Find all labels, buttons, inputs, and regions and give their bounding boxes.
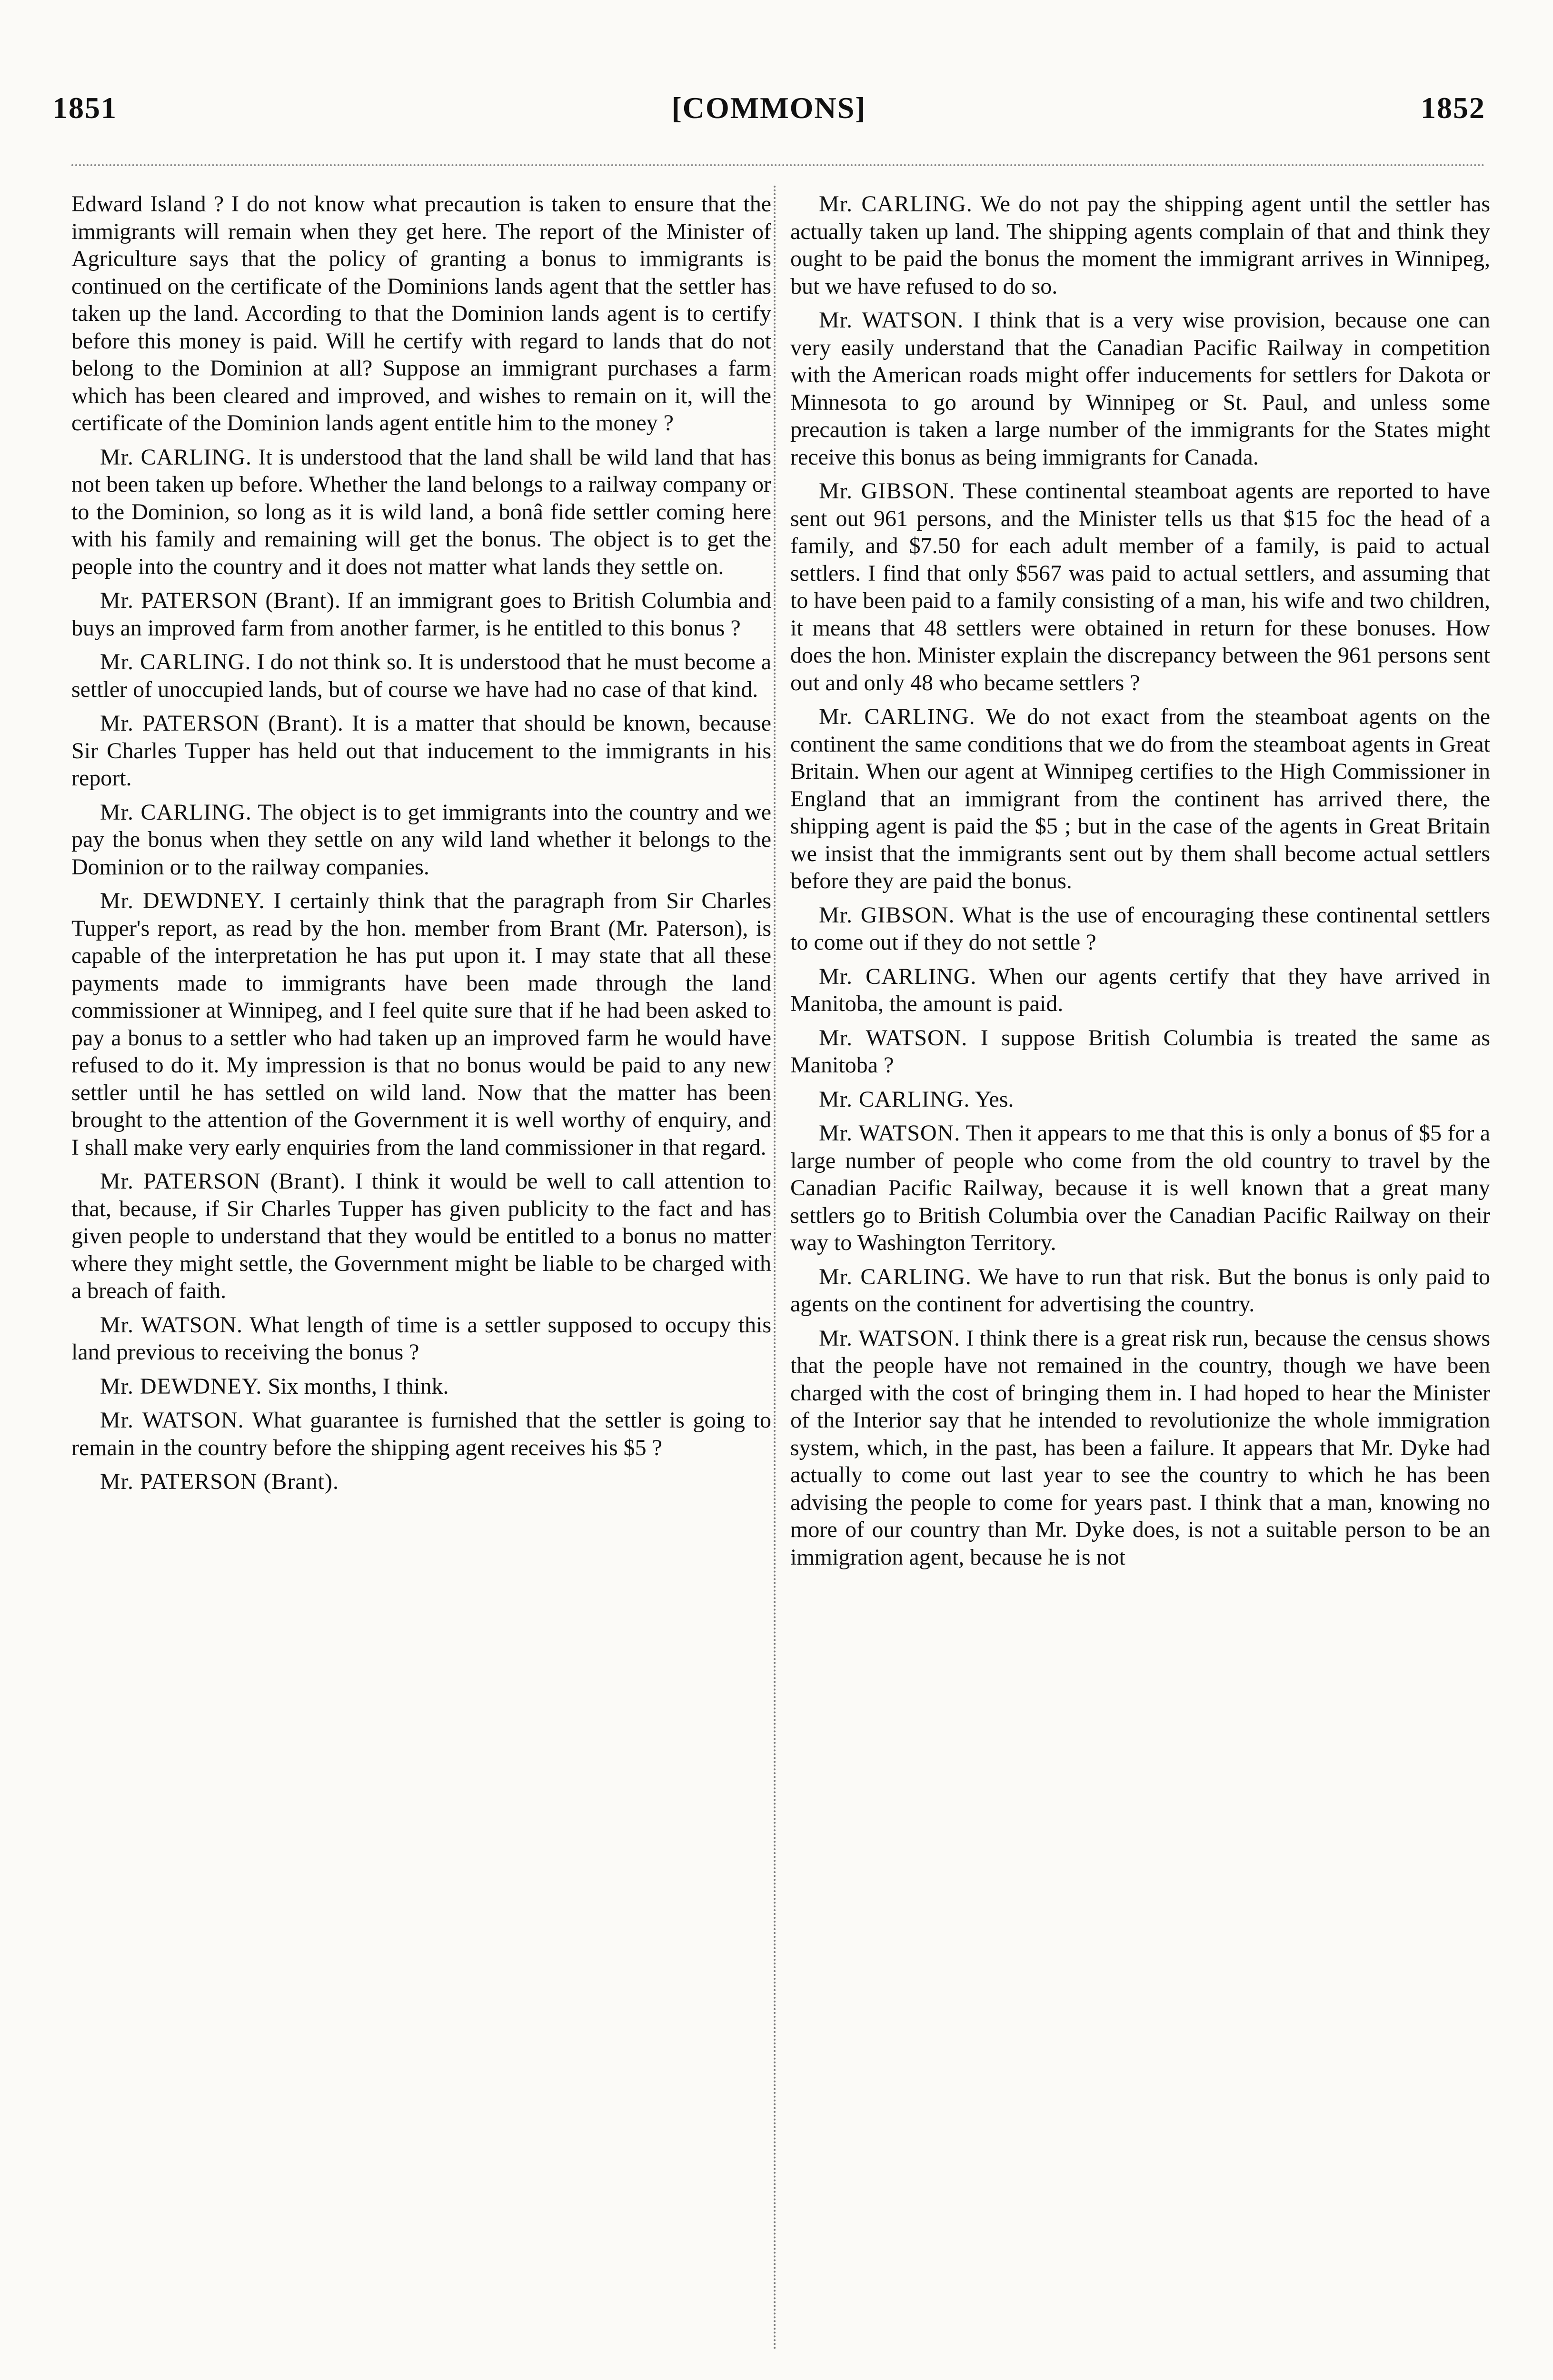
speaker-name: Mr. DEWDNEY.	[100, 888, 265, 913]
speaker-name: Mr. CARLING.	[100, 649, 251, 674]
paragraph	[71, 444, 771, 581]
paragraph-text: Six months, I think.	[268, 1373, 449, 1399]
speaker-name: Mr. GIBSON.	[819, 478, 956, 504]
paragraph	[790, 1086, 1490, 1113]
speaker-name: Mr. WATSON.	[100, 1408, 244, 1433]
paragraph	[71, 587, 771, 642]
paragraph-text: I suppose British Columbia is treated the same as Manitoba ?	[790, 1025, 1491, 1078]
paragraph	[790, 307, 1490, 471]
speaker-name: Mr. CARLING.	[819, 963, 977, 989]
paragraph-text: What guarantee is furnished that the settler is going to remain in the country before the shipping agent receives his $5 ?	[71, 1408, 771, 1460]
paragraph-text: Then it appears to me that this is only a bonus of $5 for a large number of people who come from the old country to travel by the Canadian Pacific Railway, because it is well known that a great many settlers go to British Columbia over the Canadian Pacific Railway on their way to Washington Territory.	[790, 1121, 1490, 1255]
paragraph-text: The object is to get immigrants into the country and we pay the bonus when they settle on any wild land whether it belongs to the Dominion or to the railway companies.	[71, 799, 772, 880]
paragraph-text: What is the use of encouraging these continental settlers to come out if they do not settle ?	[790, 902, 1490, 955]
speaker-name: Mr. CARLING.	[819, 704, 976, 729]
speaker-name: Mr. WATSON.	[819, 1121, 961, 1146]
right-column	[790, 190, 1490, 1577]
speaker-name: Mr. PATERSON (Brant).	[100, 1469, 339, 1494]
paragraph	[71, 1468, 771, 1496]
paragraph	[790, 703, 1490, 895]
paragraph	[71, 1407, 771, 1461]
paragraph	[790, 963, 1490, 1018]
paragraph-text: I do not think so. It is understood that he must become a settler of unoccupied lands, but of course we have had no case of that kind.	[71, 649, 772, 702]
paragraph	[71, 1311, 771, 1366]
speaker-name: Mr. PATERSON (Brant).	[100, 588, 341, 613]
paragraph	[790, 902, 1490, 956]
paragraph	[71, 799, 771, 881]
paragraph-text: It is understood that the land shall be wild land that has not been taken up before. Whether the land belongs to a railway company or to the Dominion, so long as it is wild land, a bonâ fide settler coming here with his family and remaining will get the bonus. The object is to get the people into the country and it does not matter what lands they settle on.	[71, 444, 772, 579]
paragraph-text: These continental steamboat agents are reported to have sent out 961 persons, and the Minister tells us that $15 foc the head of a family, and $7.50 for each adult member of a family, is paid to actual settlers. I find that only $567 was paid to actual settlers, and assuming that to have been paid to a family consisting of a man, his wife and two children, it means that 48 settlers were obtained in return for these bonuses. How does the hon. Minister explain the discrepancy between the 961 persons sent out and only 48 who became settlers ?	[790, 478, 1491, 695]
paragraph-text: We do not pay the shipping agent until the settler has actually taken up land. The shipping agents complain of that and think they ought to be paid the bonus the moment the immigrant arrives in Winnipeg, but we have refused to do so.	[790, 191, 1491, 299]
paragraph-text: I certainly think that the paragraph from Sir Charles Tupper's report, as read by the hon. member from Brant (Mr. Paterson), is capable of the interpretation he has put upon it. I may state that all these payments made to immigrants have been made through the land commissioner at Winnipeg, and I feel quite sure that if he had been asked to pay a bonus to a settler who had taken up an improved farm he would have refused to do it. My impression is that no bonus would be paid to any new settler until he has settled on wild land. Now that the matter has been brought to the attention of the Government it is well worthy of enquiry, and I shall make very early enquiries from the land commissioner in that regard.	[71, 888, 771, 1160]
paragraph	[71, 648, 771, 703]
paragraph	[790, 190, 1490, 300]
paragraph-text: We do not exact from the steamboat agents on the continent the same conditions that we do from the steamboat agents in Great Britain. When our agent at Winnipeg certifies to the High Commissioner in England that an immigrant from the continent has arrived there, the shipping agent is paid the $5 ; but in the case of the agents in Great Britain we insist that the immigrants sent out by them shall become actual settlers before they are paid the bonus.	[790, 704, 1490, 893]
speaker-name: Mr. WATSON.	[819, 307, 964, 333]
speaker-name: Mr. CARLING.	[100, 444, 252, 470]
paragraph	[790, 477, 1490, 696]
left-column	[71, 190, 771, 1502]
right-page-number: 1852	[1421, 91, 1485, 125]
speaker-name: Mr. CARLING.	[819, 1264, 972, 1289]
speaker-name: Mr. WATSON.	[819, 1325, 961, 1351]
paragraph-text: Edward Island ? I do not know what precaution is taken to ensure that the immigrants will remain when they get here. The report of the Minister of Agriculture says that the policy of granting a bonus to immigrants is continued on the certificate of the Dominions lands agent that the settler has taken up the land. According to that the Dominion lands agent is to certify before this money is paid. Will he certify with regard to lands that do not belong to the Dominion at all? Suppose an immigrant purchases a farm which has been cleared and improved, and wishes to remain on it, will the certificate of the Dominion lands agent entitle him to the money ?	[71, 191, 771, 436]
paragraph-text: I think it would be well to call attention to that, because, if Sir Charles Tupper has given publicity to the fact and has given people to understand that they would be entitled to a bonus no matter where they might settle, the Government might be liable to be charged with a breach of faith.	[71, 1169, 772, 1303]
paragraph	[71, 710, 771, 792]
paragraph	[790, 1325, 1490, 1571]
speaker-name: Mr. GIBSON.	[819, 902, 955, 928]
paragraph	[790, 1024, 1490, 1079]
speaker-name: Mr. PATERSON (Brant).	[100, 711, 344, 736]
paragraph-text: When our agents certify that they have arrived in Manitoba, the amount is paid.	[790, 963, 1491, 1016]
paragraph-text: I think there is a great risk run, because the census shows that the people have not remained in the country, though we have been charged with the cost of bringing them in. I had hoped to hear the Minister of the Interior say that he intended to revolutionize the whole immigration system, which, in the past, has been a failure. It appears that Mr. Dyke had actually to come out last year to see the country to which he has been advising the people to come for years past. I think that a man, knowing no more of our country than Mr. Dyke does, is not a suitable person to be an immigration agent, because he is not	[790, 1325, 1490, 1570]
speaker-name: Mr. CARLING.	[819, 191, 973, 217]
header-rule	[71, 164, 1485, 166]
paragraph	[71, 1168, 771, 1305]
paragraph	[790, 1120, 1490, 1257]
paragraph	[71, 1373, 771, 1400]
page-header	[52, 90, 1485, 148]
speaker-name: Mr. WATSON.	[100, 1312, 243, 1338]
paragraph	[71, 190, 771, 437]
speaker-name: Mr. PATERSON (Brant).	[100, 1169, 346, 1194]
paragraph	[790, 1263, 1490, 1318]
paragraph	[71, 887, 771, 1161]
speaker-name: Mr. DEWDNEY.	[100, 1373, 262, 1399]
paragraph-text: Yes.	[975, 1086, 1014, 1112]
speaker-name: Mr. CARLING.	[819, 1086, 970, 1112]
left-page-number: 1851	[52, 91, 117, 125]
paragraph-text: It is a matter that should be known, because Sir Charles Tupper has held out that inducement to the immigrants in his report.	[71, 711, 772, 791]
paragraph-text: I think that is a very wise provision, because one can very easily understand that the Canadian Pacific Railway in competition with the American roads might offer inducements for settlers for Dakota or Minnesota to go around by Winnipeg or St. Paul, and unless some precaution is taken a large number of the immigrants for the States might receive this bonus as being immigrants for Canada.	[790, 307, 1491, 470]
speaker-name: Mr. CARLING.	[100, 799, 252, 825]
paragraph-text: We have to run that risk. But the bonus is only paid to agents on the continent for advertising the country.	[790, 1264, 1491, 1317]
page-title: [COMMONS]	[671, 91, 866, 125]
column-divider	[774, 186, 776, 2351]
paragraph-text: What length of time is a settler supposed to occupy this land previous to receiving the bonus ?	[71, 1312, 771, 1365]
paragraph-text: If an immigrant goes to British Columbia and buys an improved farm from another farmer, is he entitled to this bonus ?	[71, 588, 772, 641]
speaker-name: Mr. WATSON.	[819, 1025, 968, 1051]
